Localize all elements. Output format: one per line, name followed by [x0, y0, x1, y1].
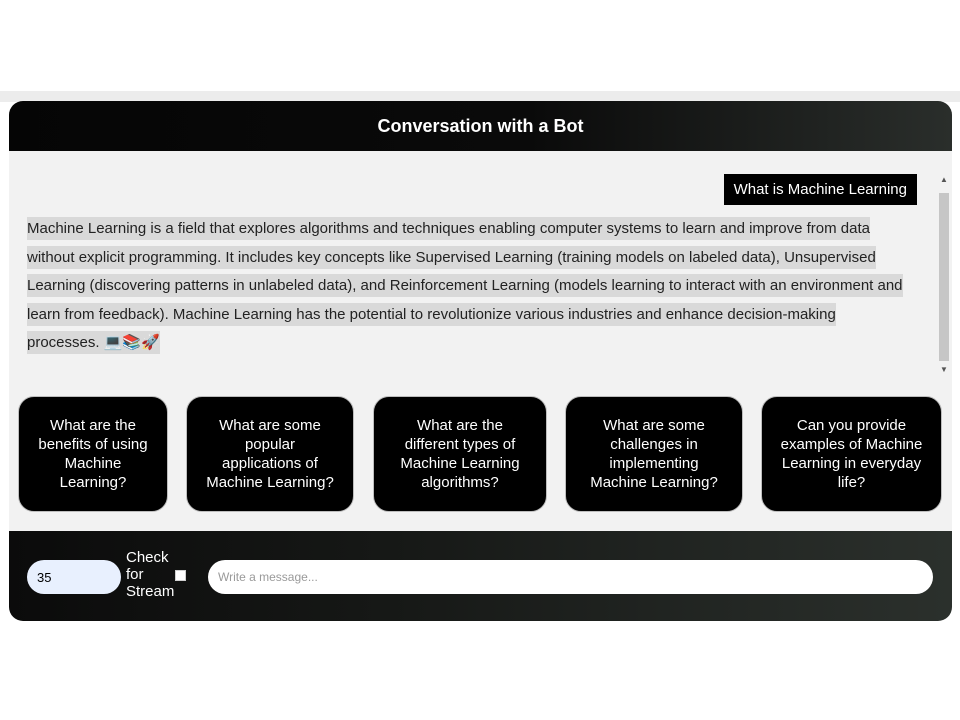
- bot-message: [27, 215, 903, 358]
- scroll-up-icon[interactable]: ▲: [940, 175, 948, 184]
- suggestion-button[interactable]: What are the different types of Machine Learning algorithms?: [373, 396, 547, 512]
- user-message: What is Machine Learning: [724, 174, 917, 205]
- scroll-down-icon[interactable]: ▼: [940, 365, 948, 374]
- stream-label: Check for Stream: [126, 549, 175, 600]
- bot-message-text: Machine Learning is a field that explores algorithms and techniques enabling computer systems to learn and improve from data without explicit programming. It includes key concepts like Supervised Learning (training models on labeled data), Unsupervised Learning (discovering patterns in unlabeled data), and Reinforcement Learning (models learning to interact with an environment and learn from feedback). Machine Learning has the potential to revolutionize various industries and enhance decision-making processes. 💻📚🚀: [27, 217, 903, 354]
- input-bar: [9, 531, 952, 621]
- chat-window: [9, 101, 952, 621]
- suggestion-list: [9, 396, 952, 514]
- number-field[interactable]: [27, 560, 121, 594]
- suggestion-button[interactable]: What are some popular applications of Machine Learning?: [186, 396, 354, 512]
- message-input[interactable]: [208, 560, 933, 594]
- message-scrollbar[interactable]: [938, 175, 950, 375]
- chat-title: Conversation with a Bot: [377, 115, 584, 136]
- suggestion-button[interactable]: What are some challenges in implementing Machine Learning?: [565, 396, 743, 512]
- chat-header: [9, 101, 952, 151]
- suggestion-button[interactable]: Can you provide examples of Machine Learning in everyday life?: [761, 396, 942, 512]
- stream-checkbox[interactable]: [175, 570, 186, 581]
- scrollbar-thumb[interactable]: [939, 193, 949, 361]
- suggestion-button[interactable]: What are the benefits of using Machine Learning?: [18, 396, 168, 512]
